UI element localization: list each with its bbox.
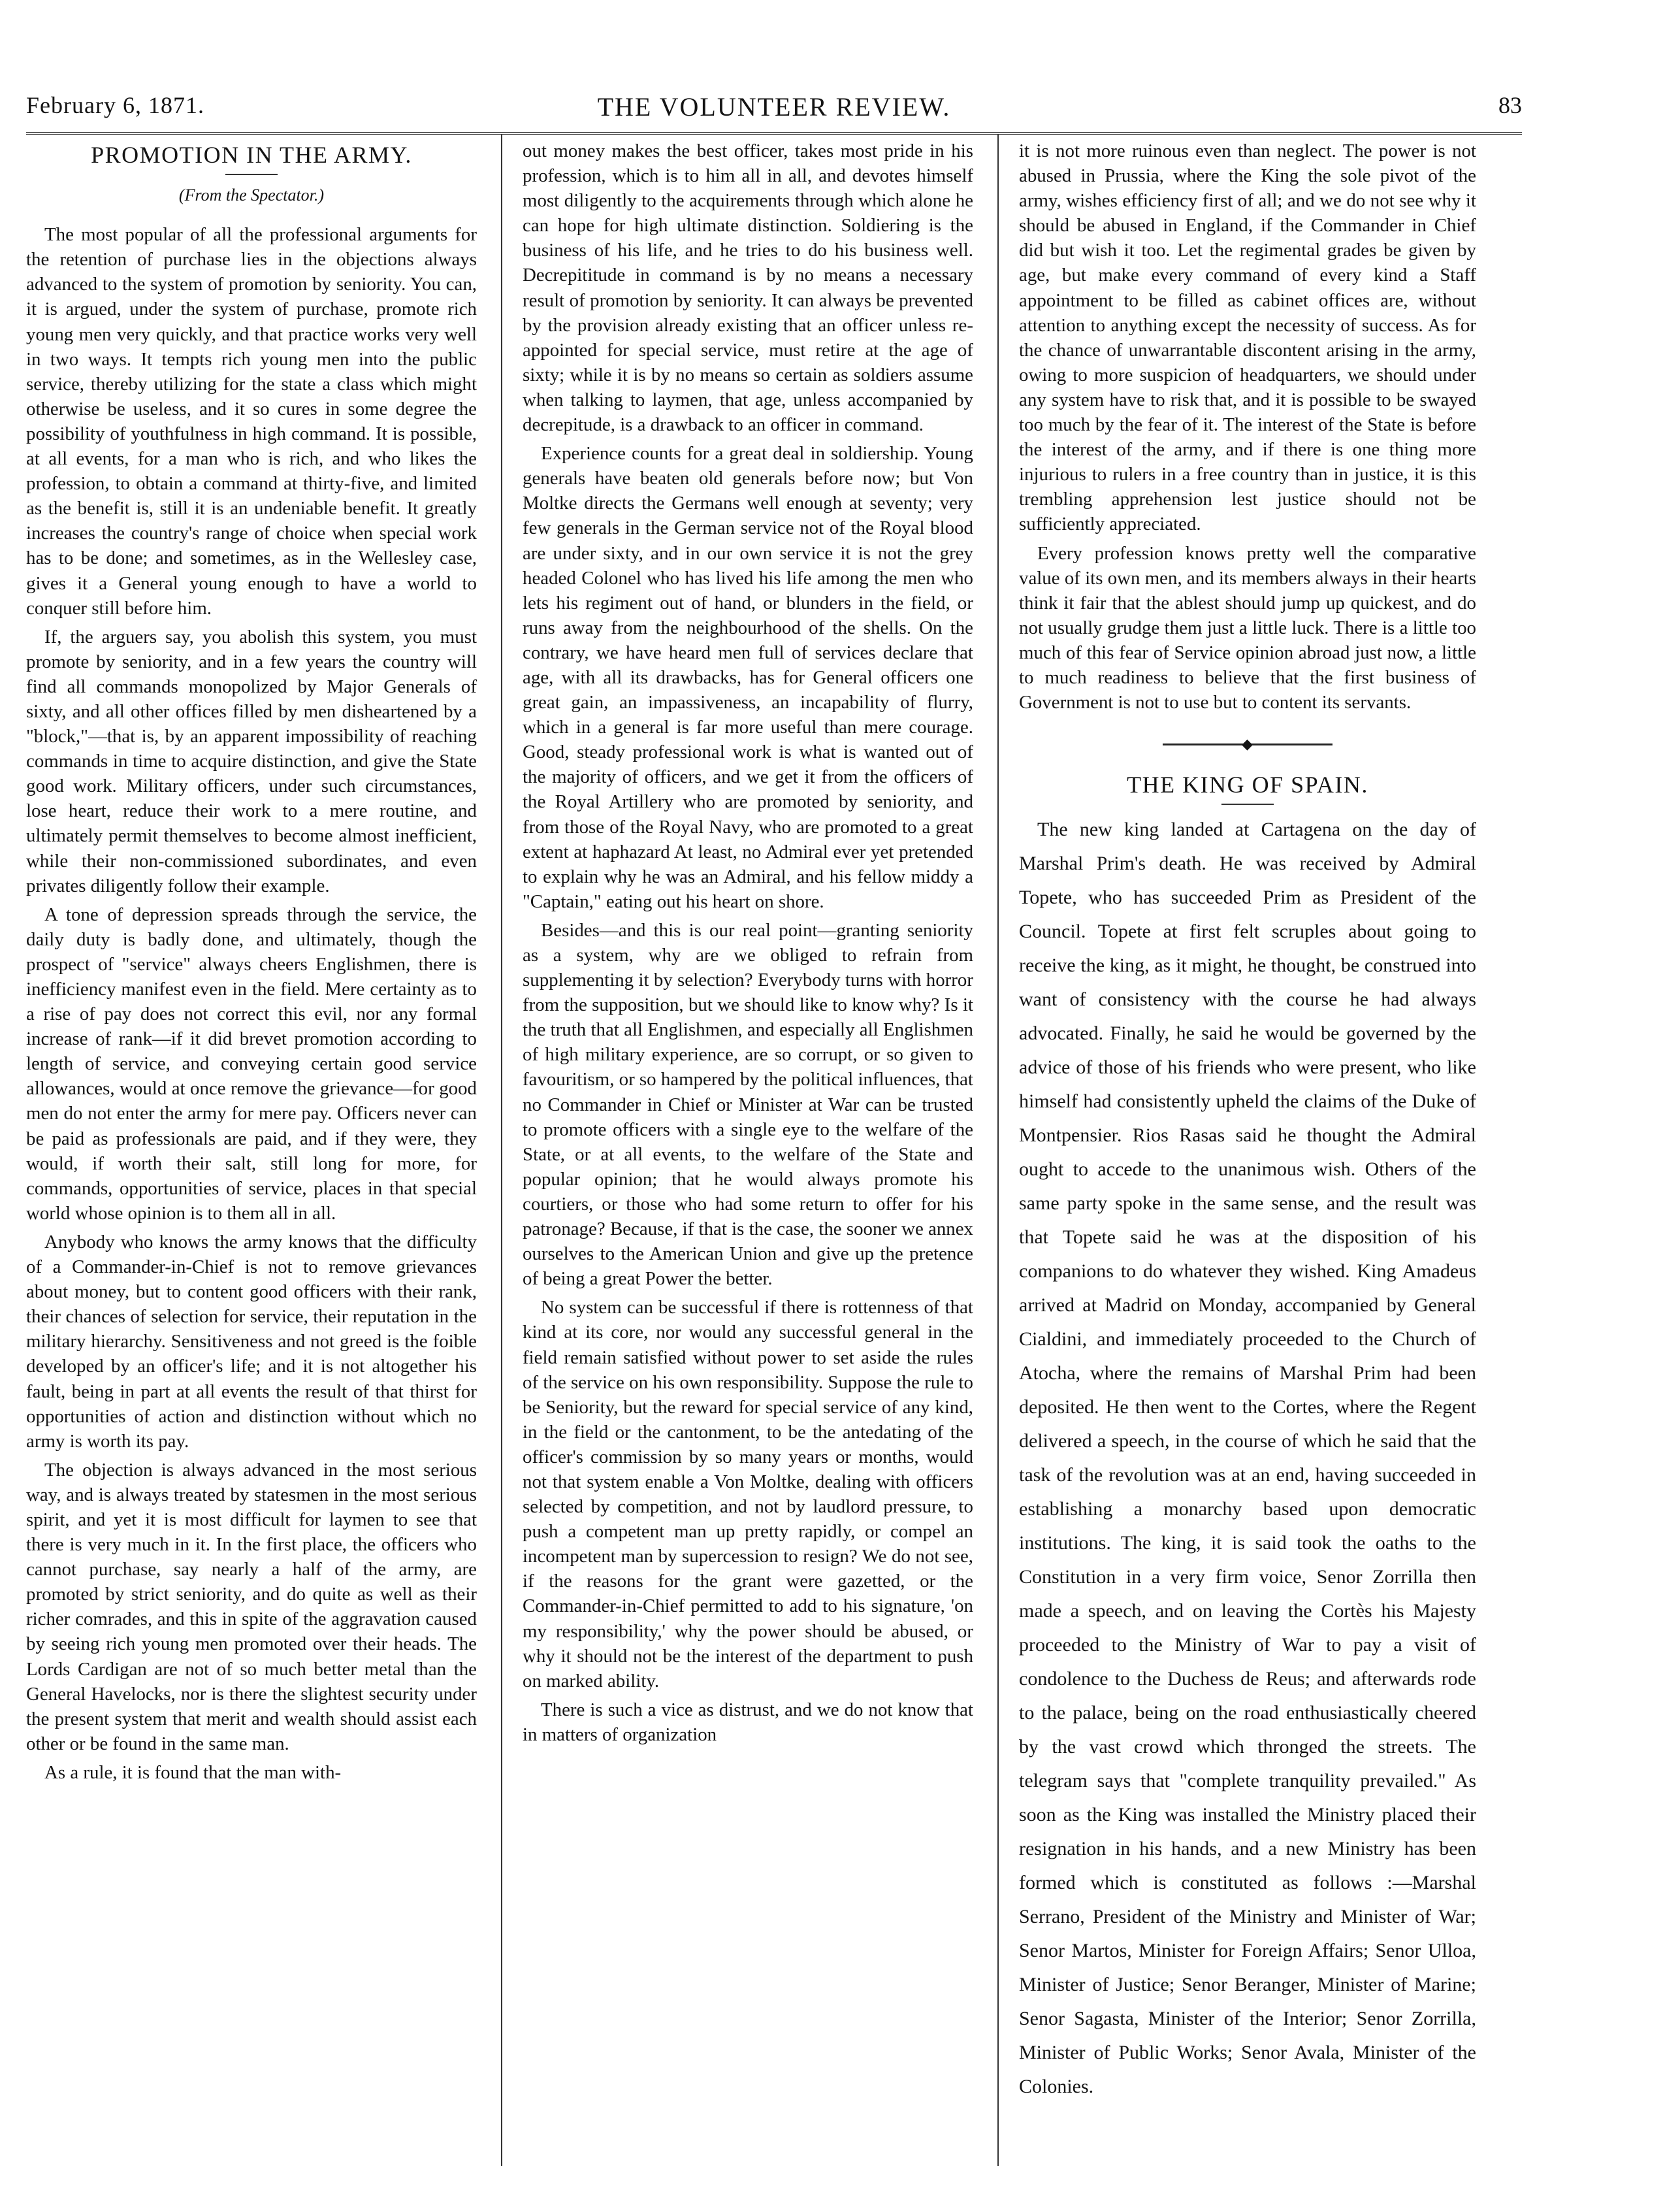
title-rule xyxy=(1221,804,1274,805)
article-paragraph: A tone of depression spreads through the service, the daily duty is badly done, and ultimately, though the prospect of "service" always cheers Englishmen, there is inefficiency manifest even in the field. Mere certainty as to a rise of pay does not correct this evil, nor any formal increase of rank—if it did brevet promotion according to length of service, and conveying certain good service allowances, would at once remove the grievance—for good men do not enter the army for mere pay. Officers never can be paid as professionals are paid, and if they were, they would, if worth their salt, still long for more, for commands, opportunities of service, places in that special world whose opinion is to them all in all. xyxy=(26,904,477,1224)
article-paragraph: out money makes the best officer, takes most pride in his profession, which is to him all in all, and devotes himself most diligently to the acquirements through which alone he can hope for high ultimate distinction. Soldiering is the business of his life, and he tries to do his business well. Decrepititude in command is by no means a necessary result of promotion by seniority. It can always be prevented by the provision already existing that an officer unless re-appointed for special service, must retire at the age of sixty; while it is by no means so certain as soldiers assume when talking to laymen, that age, unless accompanied by decrepitude, is a drawback to an officer in command. xyxy=(523,140,973,436)
issue-date: February 6, 1871. xyxy=(26,92,204,118)
diamond-ornament-icon: ◆ xyxy=(1242,736,1253,753)
article-paragraph: Every profession knows pretty well the comparative value of its own men, and its members always in their hearts think it fair that the ablest should jump up quickest, and do not usually grudge them just a little luck. There is a little too much of this fear of Service opinion abroad just now, a little to much readiness to believe that the first business of Government is not to use but to content its servants. xyxy=(1019,542,1476,713)
column-2 xyxy=(523,139,973,2203)
article-divider xyxy=(1019,732,1476,758)
page-header xyxy=(26,91,1522,131)
article-paragraph: it is not more ruinous even than neglect. The power is not abused in Prussia, where the King the sole pivot of the army, wishes efficiency first of all; and we do not see why it should be abused in England, if the Commander in Chief did but wish it too. Let the regimental grades be given by age, but make every command of every kind a Staff appointment to be filled as cabinet offices are, without attention to anything except the necessity of success. As for the chance of unwarrantable discontent arising in the army, owing to more suspicion of headquarters, we should under any system have to risk that, and it is possible to be swayed too much by the fear of it. The interest of the State is before the interest of the army, and if there is one thing more injurious to rulers in a free country than in justice, it is this trembling apprehension lest justice should not be sufficiently appreciated. xyxy=(1019,140,1476,535)
article-paragraph: If, the arguers say, you abolish this system, you must promote by seniority, and in a few years the country will find all commands monopolized by Major Generals of sixty, and all other offices filled by men disheartened by a "block,"—that is, by an apparent impossibility of reaching commands in time to acquire distinction, and give the State good work. Military officers, under such circumstances, lose heart, reduce their work to a mere routine, and ultimately permit themselves to become almost inefficient, while their non-commissioned subordinates, and even privates diligently follow their example. xyxy=(26,626,477,896)
column-3 xyxy=(1019,139,1476,2203)
article-body xyxy=(1019,813,1476,2104)
article-title: THE KING OF SPAIN. xyxy=(1127,772,1368,798)
column-rule xyxy=(997,134,999,2166)
article-paragraph: Anybody who knows the army knows that the difficulty of a Commander-in-Chief is not to remove grievances about money, but to content good officers with their rank, their chances of selection for service, their reputation in the military hierarchy. Sensitiveness and not greed is the foible developed by an officer's life; and it is not altogether his fault, being in part at all events the result of that thirst for opportunities of action and distinction without which no army is worth its pay. xyxy=(26,1231,477,1452)
page-number: 83 xyxy=(1498,92,1522,118)
article-title: PROMOTION IN THE ARMY. xyxy=(91,142,412,168)
article-paragraph: The new king landed at Cartagena on the day of Marshal Prim's death. He was received by Admiral Topete, who has succeeded Prim as President of the Council. Topete at first felt scruples about going to receive the king, as it might, he thought, be construed into want of consistency with the course he had always advocated. Finally, he said he would be governed by the advice of those of his friends who were present, who like himself had consistently upheld the claims of the Duke of Montpensier. Rios Rasas said he thought the Admiral ought to accede to the unanimous wish. Others of the same party spoke in the same sense, and the result was that Topete said he was at the disposition of his companions to do whatever they wished. King Amadeus arrived at Madrid on Monday, accompanied by General Cialdini, and immediately proceeded to the Church of Atocha, where the remains of Marshal Prim had been deposited. He then went to the Cortes, where the Regent delivered a speech, in the course of which he said that the task of the revolution was at an end, having succeeded in establishing a monarchy based upon democratic institutions. The king, it is said took the oaths to the Constitution in a very firm voice, Senor Zorrilla then made a speech, and on leaving the Cortès his Majesty proceeded to the Ministry of War to pay a visit of condolence to the Duchess de Reus; and afterwards rode to the palace, being on the road enthusiastically cheered by the vast crowd which thronged the streets. The telegram says that "complete tranquility prevailed." As soon as the King was installed the Ministry placed their resignation in his hands, and a new Ministry has been formed which is constituted as follows :—Marshal Serrano, President of the Ministry and Minister of War; Senor Martos, Minister for Foreign Affairs; Senor Ulloa, Minister of Justice; Senor Beranger, Minister of Marine; Senor Sagasta, Minister of the Interior; Senor Zorrilla, Minister of Public Works; Senor Avala, Minister of the Colonies. xyxy=(1019,819,1476,2098)
header-rule xyxy=(26,132,1522,135)
article-paragraph: There is such a vice as distrust, and we do not know that in matters of organization xyxy=(523,1699,973,1745)
article-paragraph: Besides—and this is our real point—granting seniority as a system, why are we obliged to refrain from supplementing it by selection? Everybody turns with horror from the supposition, but we should like to know why? Is it the truth that all Englishmen, and especially all Englishmen of high military experience, are so corrupt, or so given to favouritism, or so hampered by the political influences, that no Commander in Chief or Minister at War can be trusted to promote officers with a single eye to the welfare of the State, or at all events, to the welfare of the State and popular opinion; that he would always promote his courtiers, or those who had some return to offer for his patronage? Because, if that is the case, the sooner we annex ourselves to the American Union and give up the pretence of being a great Power the better. xyxy=(523,919,973,1290)
publication-title: THE VOLUNTEER REVIEW. xyxy=(597,92,951,122)
article-source: (From the Spectator.) xyxy=(178,186,325,205)
article-paragraph: Experience counts for a great deal in soldiership. Young generals have beaten old generals before now; but Von Moltke directs the Germans well enough at seventy; very few generals in the German service not of the Royal blood are under sixty, and in our own service it is not the grey headed Colonel who has lived his life among the men who lets his regiment out of hand, or blunders in the field, or runs away from the neighbourhood of the shells. On the contrary, we have heard men full of services declare that age, with all its drawbacks, has for General officers one great gain, an impassiveness, an incapability of flurry, which in a general is far more useful than mere courage. Good, steady professional work is what is wanted out of the majority of officers, and we get it from the officers of the Royal Artillery who are promoted by seniority, and from those of the Royal Navy, who are promoted to a great extent at haphazard At least, no Admiral ever yet pretended to explain why he was an Admiral, and his fellow middy a "Captain," eating out his heart on shore. xyxy=(523,443,973,912)
article-paragraph: No system can be successful if there is rottenness of that kind at its core, nor would any successful general in the field remain satisfied without power to set aside the rules of the service on his own responsibility. Suppose the rule to be Seniority, but the reward for special service of any kind, in the field or the cantonment, to be the antedating of the officer's commission by so many years or months, would not that system enable a Von Moltke, dealing with officers selected by competition, and not by laudlord pressure, to push a competent man up pretty rapidly, or compel an incompetent man by supercession to resign? We do not see, if the reasons for the grant were gazetted, or the Commander-in-Chief permitted to add to his signature, 'on my responsibility,' why the power should be abused, or why it should not be the interest of the department to push on marked ability. xyxy=(523,1297,973,1692)
article-paragraph: As a rule, it is found that the man with- xyxy=(44,1761,342,1783)
article-paragraph: The objection is always advanced in the most serious way, and is always treated by statesmen in the most serious spirit, and yet it is most difficult for laymen to see that there is very much in it. In the first place, the officers who cannot purchase, say nearly a half of the army, are promoted by strict seniority, and do quite as well as their richer comrades, and this in spite of the aggravation caused by seeing rich young men promoted over their heads. The Lords Cardigan are not of so much better metal than the General Havelocks, nor is there the slightest security under the present system that merit and wealth should assist each other or be found in the same man. xyxy=(26,1459,477,1754)
title-rule xyxy=(225,174,278,175)
column-rule xyxy=(501,134,502,2166)
article-paragraph: The most popular of all the professional arguments for the retention of purchase lies in the objections always advanced to the system of promotion by seniority. You can, it is argued, under the system of purchase, promote rich young men very quickly, and that practice works very well in two ways. It tempts rich young men into the public service, thereby utilizing for the state a class which might otherwise be useless, and it so cures in some degree the possibility of youthfulness in high command. It is possible, at all events, for a man who is rich, and who likes the profession, to obtain a command at thirty-five, and limited as the benefit is, still it is an undeniable benefit. It greatly increases the country's range of choice when special work has to be done; and sometimes, as in the Wellesley case, gives it a General young enough to have a world to conquer still before him. xyxy=(26,224,477,619)
column-1 xyxy=(26,139,477,2203)
